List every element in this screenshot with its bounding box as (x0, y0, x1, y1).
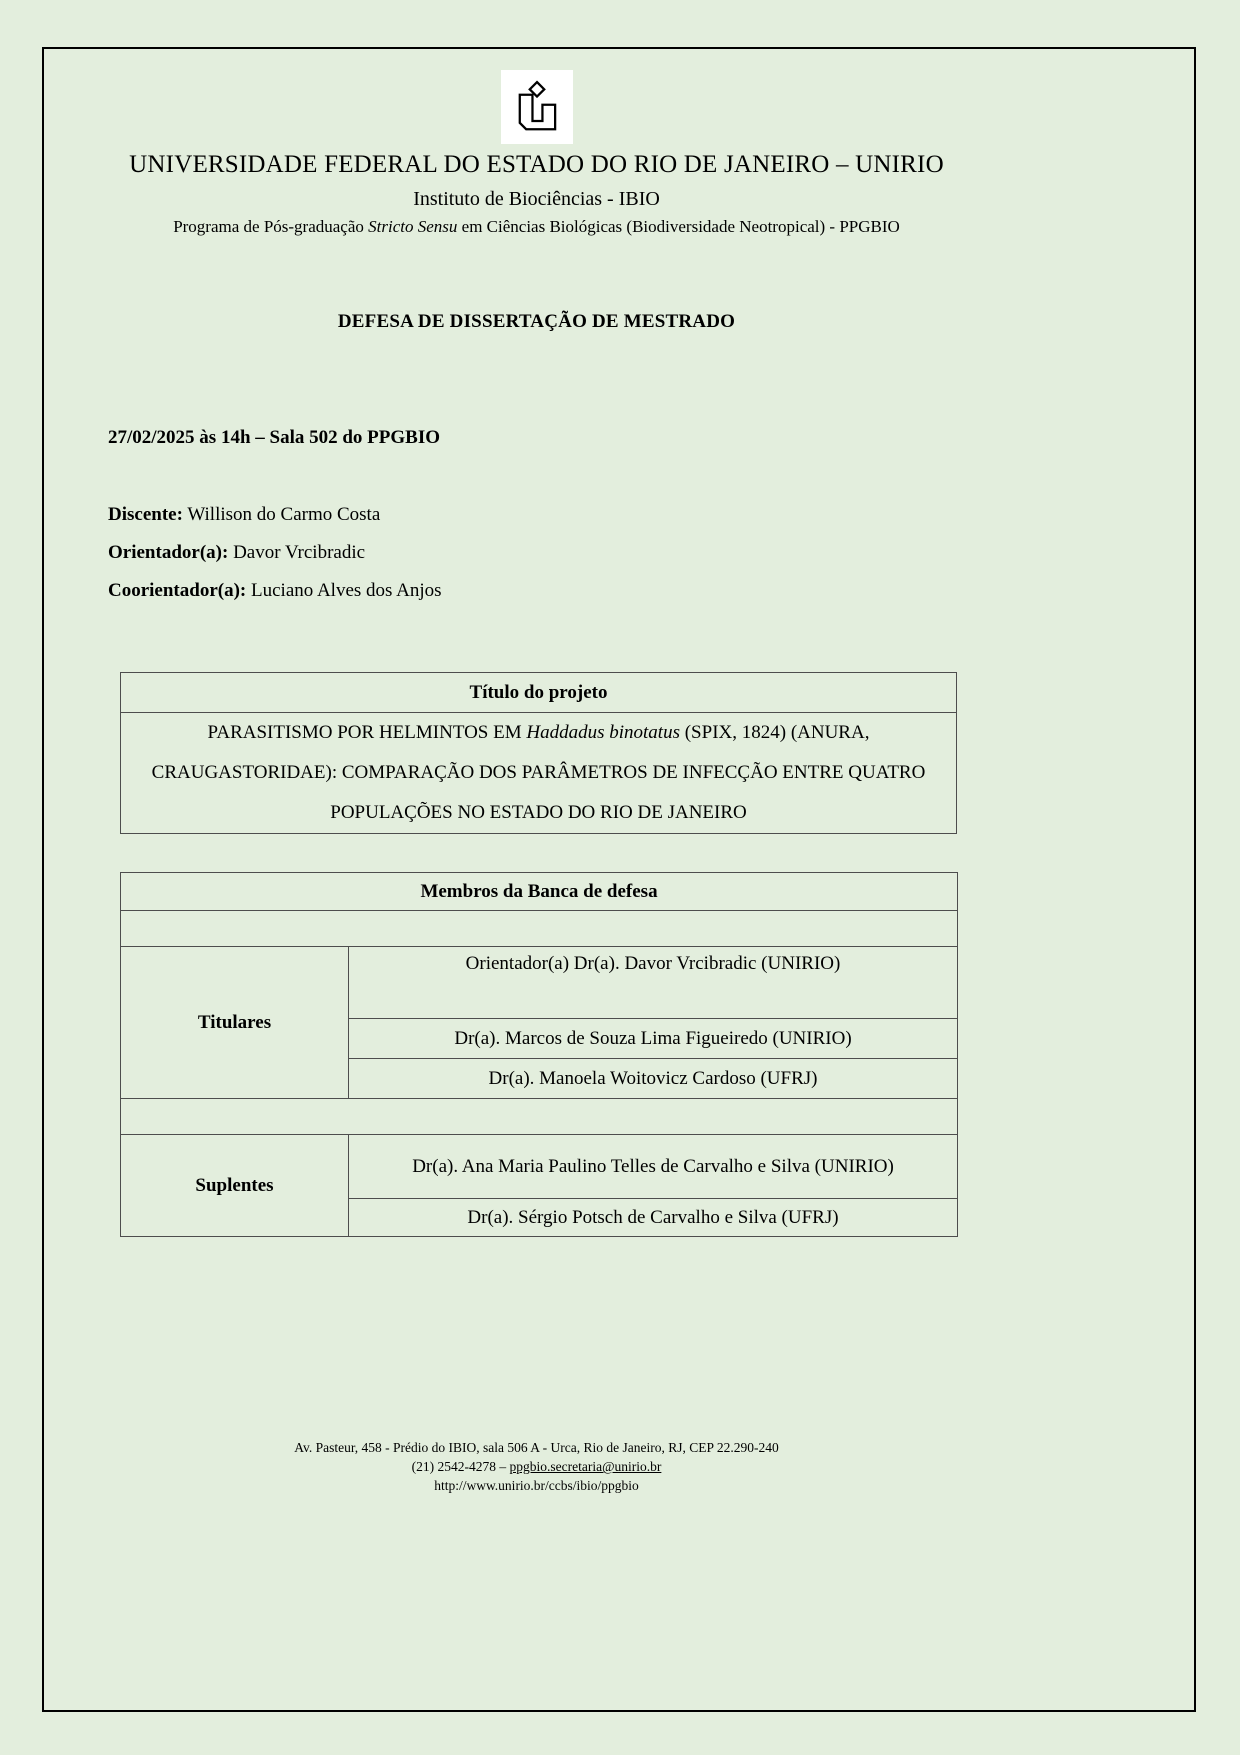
committee-header-row (121, 873, 958, 911)
suplentes-label-cell: Suplentes (121, 1135, 349, 1237)
page-border (42, 47, 1196, 1712)
program-italic: Stricto Sensu (368, 217, 458, 236)
titular-row-1 (121, 947, 958, 1019)
footer-contact (108, 1458, 965, 1477)
defense-title: DEFESA DE DISSERTAÇÃO DE MESTRADO (337, 311, 736, 332)
program-name (108, 217, 965, 237)
footer-email-link[interactable]: ppgbio.secretaria@unirio.br (509, 1459, 662, 1475)
project-title-text (121, 713, 957, 834)
footer-address: Av. Pasteur, 458 - Prédio do IBIO, sala 506 A - Urca, Rio de Janeiro, RJ, CEP 22.290-240 (294, 1440, 779, 1456)
committee-table-header: Membros da Banca de defesa (121, 873, 958, 911)
logo-box (501, 70, 573, 144)
university-name: UNIVERSIDADE FEDERAL DO ESTADO DO RIO DE JANEIRO – UNIRIO (129, 151, 944, 178)
field-orientador (108, 542, 965, 564)
titular-member-3: Dr(a). Manoela Woitovicz Cardoso (UFRJ) (349, 1059, 958, 1099)
suplente-member-2: Dr(a). Sérgio Potsch de Carvalho e Silva (UFRJ) (349, 1199, 958, 1237)
project-table-header: Título do projeto (121, 673, 957, 713)
titulares-label-cell: Titulares (121, 947, 349, 1099)
field-coorientador (108, 580, 965, 602)
field-discente (108, 504, 965, 526)
spacer-cell (121, 911, 958, 947)
titular-member-1: Orientador(a) Dr(a). Davor Vrcibradic (UNIRIO) (349, 947, 958, 1019)
program-prefix: Programa de Pós-graduação (173, 217, 369, 236)
footer-website: http://www.unirio.br/ccbs/ibio/ppgbio (434, 1478, 639, 1494)
spacer-cell (121, 1099, 958, 1135)
discente-label: Discente: (108, 504, 183, 525)
titular-member-2: Dr(a). Marcos de Souza Lima Figueiredo (UNIRIO) (349, 1019, 958, 1059)
project-title-species: Haddadus binotatus (526, 722, 680, 743)
page-content (108, 70, 965, 1731)
spacer-row (121, 911, 958, 947)
footer-phone: (21) 2542-4278 – (411, 1459, 510, 1475)
project-title-prefix: PARASITISMO POR HELMINTOS EM (207, 722, 527, 743)
coorientador-value: Luciano Alves dos Anjos (251, 580, 442, 601)
suplente-row-1 (121, 1135, 958, 1199)
discente-value: Willison do Carmo Costa (187, 504, 381, 525)
defense-schedule: 27/02/2025 às 14h – Sala 502 do PPGBIO (108, 427, 441, 448)
suplente-member-1: Dr(a). Ana Maria Paulino Telles de Carvalho e Silva (UNIRIO) (349, 1135, 958, 1199)
unirio-logo-icon (508, 77, 566, 137)
coorientador-label: Coorientador(a): (108, 580, 247, 601)
program-suffix: em Ciências Biológicas (Biodiversidade Neotropical) - PPGBIO (457, 217, 900, 236)
institute-name: Instituto de Biociências - IBIO (413, 188, 660, 210)
project-title-table (120, 672, 957, 834)
project-title-suffix: (SPIX, 1824) (ANURA, CRAUGASTORIDAE): COMPARAÇÃO DOS PARÂMETROS DE INFECÇÃO ENTRE QUATRO POPULAÇÕES NO ESTADO DO RIO DE JANEIRO (151, 722, 926, 823)
orientador-label: Orientador(a): (108, 542, 229, 563)
project-title-row (121, 713, 957, 834)
page-footer (108, 1439, 965, 1496)
committee-table (120, 872, 958, 1237)
orientador-value: Davor Vrcibradic (233, 542, 366, 563)
project-header-row (121, 673, 957, 713)
spacer-row (121, 1099, 958, 1135)
